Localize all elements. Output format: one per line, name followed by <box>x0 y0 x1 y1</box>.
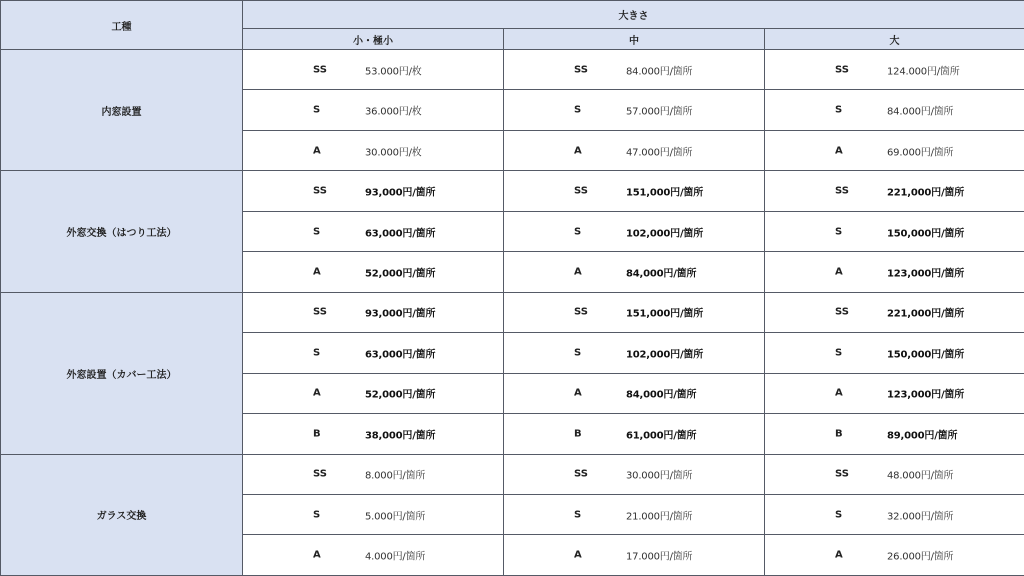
price-value: 63,000円/箇所 <box>365 228 436 240</box>
price-cell <box>765 292 1024 332</box>
grade-label: A <box>835 387 843 399</box>
grade-label: S <box>835 104 843 116</box>
grade-label: A <box>313 145 321 157</box>
price-value: 151,000円/箇所 <box>626 187 703 199</box>
price-cell <box>765 414 1024 454</box>
price-value: 38,000円/箇所 <box>365 430 436 442</box>
price-value: 150,000円/箇所 <box>887 228 964 240</box>
price-value: 84.000円/箇所 <box>626 66 693 78</box>
price-value: 5.000円/箇所 <box>365 511 426 523</box>
price-cell <box>243 130 504 170</box>
price-cell <box>765 130 1024 170</box>
grade-label: S <box>835 347 843 359</box>
price-cell <box>504 292 765 332</box>
grade-label: S <box>313 509 321 521</box>
price-value: 57.000円/箇所 <box>626 106 693 118</box>
price-value: 47.000円/箇所 <box>626 147 693 159</box>
price-cell <box>243 292 504 332</box>
price-value: 221,000円/箇所 <box>887 308 964 320</box>
price-value: 150,000円/箇所 <box>887 349 964 361</box>
price-cell <box>765 535 1024 576</box>
price-value: 8.000円/箇所 <box>365 470 426 482</box>
price-value: 221,000円/箇所 <box>887 187 964 199</box>
grade-label: SS <box>835 64 849 76</box>
price-cell <box>243 90 504 130</box>
price-value: 61,000円/箇所 <box>626 430 697 442</box>
grade-label: S <box>574 226 582 238</box>
price-cell <box>504 130 765 170</box>
price-cell <box>243 414 504 454</box>
grade-label: S <box>313 104 321 116</box>
price-cell <box>243 494 504 534</box>
price-cell <box>504 211 765 251</box>
price-cell <box>765 373 1024 413</box>
table-body <box>1 50 1024 576</box>
price-value: 21.000円/箇所 <box>626 511 693 523</box>
table-row <box>1 292 1024 332</box>
grade-label: SS <box>574 64 588 76</box>
table-row <box>1 171 1024 211</box>
price-value: 30.000円/箇所 <box>626 470 693 482</box>
price-value: 93,000円/箇所 <box>365 187 436 199</box>
price-cell <box>765 50 1024 90</box>
price-value: 32.000円/箇所 <box>887 511 954 523</box>
process-name: 外窓交換（はつり工法） <box>1 171 243 292</box>
process-name: 内窓設置 <box>1 50 243 171</box>
table-row <box>1 50 1024 90</box>
grade-label: A <box>574 387 582 399</box>
price-cell <box>765 494 1024 534</box>
price-cell <box>765 333 1024 373</box>
price-cell <box>504 171 765 211</box>
size-medium-header: 中 <box>504 29 765 50</box>
grade-label: A <box>574 145 582 157</box>
price-value: 102,000円/箇所 <box>626 349 703 361</box>
price-value: 30.000円/枚 <box>365 147 422 159</box>
grade-label: A <box>574 266 582 278</box>
grade-label: B <box>574 428 582 440</box>
grade-label: SS <box>574 306 588 318</box>
price-value: 69.000円/箇所 <box>887 147 954 159</box>
price-value: 48.000円/箇所 <box>887 470 954 482</box>
price-value: 63,000円/箇所 <box>365 349 436 361</box>
price-value: 124.000円/箇所 <box>887 66 960 78</box>
grade-label: A <box>313 266 321 278</box>
size-small-header: 小・極小 <box>243 29 504 50</box>
price-value: 17.000円/箇所 <box>626 551 693 563</box>
price-cell <box>243 535 504 576</box>
price-cell <box>504 90 765 130</box>
process-name: ガラス交換 <box>1 454 243 575</box>
grade-label: SS <box>313 64 327 76</box>
price-value: 123,000円/箇所 <box>887 389 964 401</box>
grade-label: A <box>835 145 843 157</box>
grade-label: SS <box>313 306 327 318</box>
grade-label: S <box>313 347 321 359</box>
grade-label: SS <box>835 468 849 480</box>
price-cell <box>765 171 1024 211</box>
size-header: 大きさ <box>243 1 1024 29</box>
grade-label: SS <box>835 306 849 318</box>
price-value: 52,000円/箇所 <box>365 268 436 280</box>
grade-label: A <box>835 549 843 561</box>
price-cell <box>504 50 765 90</box>
process-name: 外窓設置（カバー工法） <box>1 292 243 454</box>
table-row <box>1 454 1024 494</box>
price-value: 52,000円/箇所 <box>365 389 436 401</box>
price-cell <box>504 252 765 292</box>
grade-label: S <box>574 509 582 521</box>
price-value: 26.000円/箇所 <box>887 551 954 563</box>
grade-label: SS <box>313 185 327 197</box>
price-cell <box>243 333 504 373</box>
grade-label: S <box>835 226 843 238</box>
price-value: 93,000円/箇所 <box>365 308 436 320</box>
price-cell <box>504 333 765 373</box>
process-header: 工種 <box>1 1 243 50</box>
grade-label: B <box>313 428 321 440</box>
grade-label: SS <box>835 185 849 197</box>
price-cell <box>765 252 1024 292</box>
grade-label: S <box>835 509 843 521</box>
price-cell <box>243 171 504 211</box>
price-value: 84,000円/箇所 <box>626 389 697 401</box>
grade-label: A <box>313 387 321 399</box>
grade-label: S <box>313 226 321 238</box>
grade-label: S <box>574 347 582 359</box>
price-cell <box>765 454 1024 494</box>
price-cell <box>504 373 765 413</box>
price-value: 84,000円/箇所 <box>626 268 697 280</box>
price-value: 151,000円/箇所 <box>626 308 703 320</box>
price-cell <box>504 535 765 576</box>
price-cell <box>243 373 504 413</box>
price-value: 102,000円/箇所 <box>626 228 703 240</box>
price-value: 36.000円/枚 <box>365 106 422 118</box>
price-cell <box>243 454 504 494</box>
price-cell <box>504 414 765 454</box>
price-cell <box>243 252 504 292</box>
grade-label: A <box>574 549 582 561</box>
grade-label: SS <box>313 468 327 480</box>
price-cell <box>765 90 1024 130</box>
price-value: 84.000円/箇所 <box>887 106 954 118</box>
grade-label: B <box>835 428 843 440</box>
price-cell <box>504 454 765 494</box>
header-row-top <box>1 1 1024 29</box>
price-value: 4.000円/箇所 <box>365 551 426 563</box>
price-cell <box>504 494 765 534</box>
grade-label: A <box>835 266 843 278</box>
size-large-header: 大 <box>765 29 1024 50</box>
price-cell <box>765 211 1024 251</box>
grade-label: S <box>574 104 582 116</box>
price-value: 53.000円/枚 <box>365 66 422 78</box>
price-value: 89,000円/箇所 <box>887 430 958 442</box>
grade-label: A <box>313 549 321 561</box>
grade-label: SS <box>574 468 588 480</box>
price-cell <box>243 211 504 251</box>
grade-label: SS <box>574 185 588 197</box>
price-value: 123,000円/箇所 <box>887 268 964 280</box>
price-cell <box>243 50 504 90</box>
